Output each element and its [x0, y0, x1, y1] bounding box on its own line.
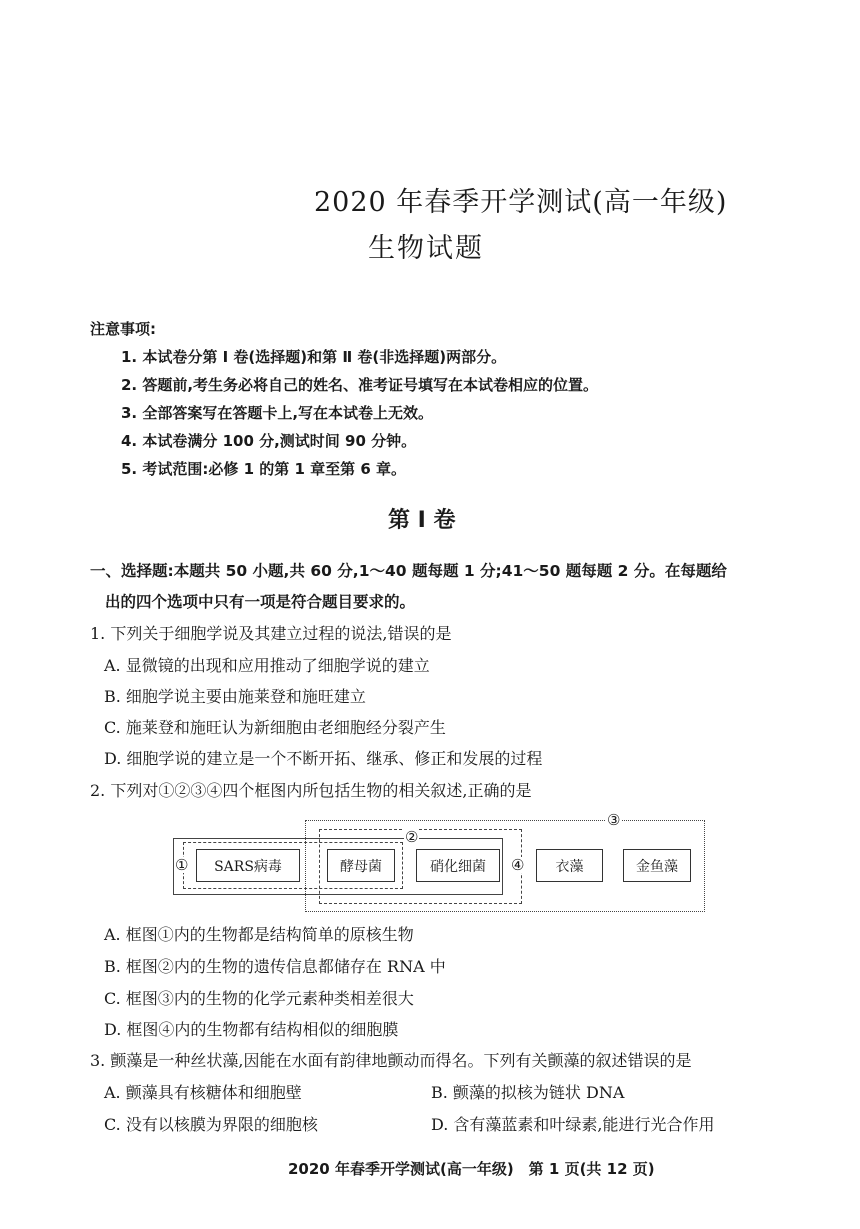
frame-4 — [183, 842, 403, 889]
question-stem: 3. 颤藻是一种丝状藻,因能在水面有韵律地颤动而得名。下列有关颤藻的叙述错误的是 — [90, 1051, 692, 1070]
option-c: C. 框图③内的生物的化学元素种类相差很大 — [104, 989, 414, 1008]
frame-2 — [319, 829, 522, 904]
option-d: D. 框图④内的生物都有结构相似的细胞膜 — [104, 1020, 399, 1039]
organism-box: 酵母菌 — [327, 849, 395, 882]
page-footer: 2020 年春季开学测试(高一年级) 第 1 页(共 12 页) — [288, 1160, 655, 1178]
notice-item: 5. 考试范围:必修 1 的第 1 章至第 6 章。 — [121, 460, 407, 478]
organism-box: 金鱼藻 — [623, 849, 691, 882]
frame-3 — [305, 820, 705, 912]
option-a: A. 颤藻具有核糖体和细胞壁 — [104, 1083, 302, 1102]
option-b: B. 细胞学说主要由施莱登和施旺建立 — [104, 687, 366, 706]
question-stem: 2. 下列对①②③④四个框图内所包括生物的相关叙述,正确的是 — [90, 781, 532, 800]
frame-label-1: ① — [175, 856, 189, 874]
option-d: D. 细胞学说的建立是一个不断开拓、继承、修正和发展的过程 — [104, 749, 543, 768]
frame-1 — [173, 838, 503, 895]
notice-heading: 注意事项: — [90, 320, 156, 338]
option-b: B. 框图②内的生物的遗传信息都储存在 RNA 中 — [104, 957, 446, 976]
volume-title: 第 Ⅰ 卷 — [388, 508, 456, 533]
frame-label-4: ④ — [511, 856, 525, 874]
notice-item: 2. 答题前,考生务必将自己的姓名、准考证号填写在本试卷相应的位置。 — [121, 376, 599, 394]
notice-item: 1. 本试卷分第 Ⅰ 卷(选择题)和第 Ⅱ 卷(非选择题)两部分。 — [121, 348, 507, 366]
notice-item: 3. 全部答案写在答题卡上,写在本试卷上无效。 — [121, 404, 434, 422]
option-a: A. 框图①内的生物都是结构简单的原核生物 — [104, 925, 414, 944]
exam-subtitle: 生物试题 — [368, 233, 484, 264]
organism-box: 硝化细菌 — [416, 849, 500, 882]
question-stem: 1. 下列关于细胞学说及其建立过程的说法,错误的是 — [90, 624, 452, 643]
option-c: C. 没有以核膜为界限的细胞核 — [104, 1115, 318, 1134]
organism-box: 衣藻 — [536, 849, 603, 882]
frame-label-2: ② — [405, 828, 419, 846]
frame-label-3: ③ — [607, 811, 621, 829]
exam-title: 2020 年春季开学测试(高一年级) — [314, 187, 728, 218]
option-d: D. 含有藻蓝素和叶绿素,能进行光合作用 — [431, 1115, 715, 1134]
organism-box: SARS病毒 — [196, 849, 300, 882]
notice-item: 4. 本试卷满分 100 分,测试时间 90 分钟。 — [121, 432, 417, 450]
option-b: B. 颤藻的拟核为链状 DNA — [431, 1083, 625, 1102]
section-instruction-cont: 出的四个选项中只有一项是符合题目要求的。 — [105, 593, 416, 611]
option-a: A. 显微镜的出现和应用推动了细胞学说的建立 — [104, 656, 430, 675]
option-c: C. 施莱登和施旺认为新细胞由老细胞经分裂产生 — [104, 718, 446, 737]
section-instruction: 一、选择题:本题共 50 小题,共 60 分,1～40 题每题 1 分;41～50 题每题 2 分。在每题给 — [90, 562, 727, 580]
